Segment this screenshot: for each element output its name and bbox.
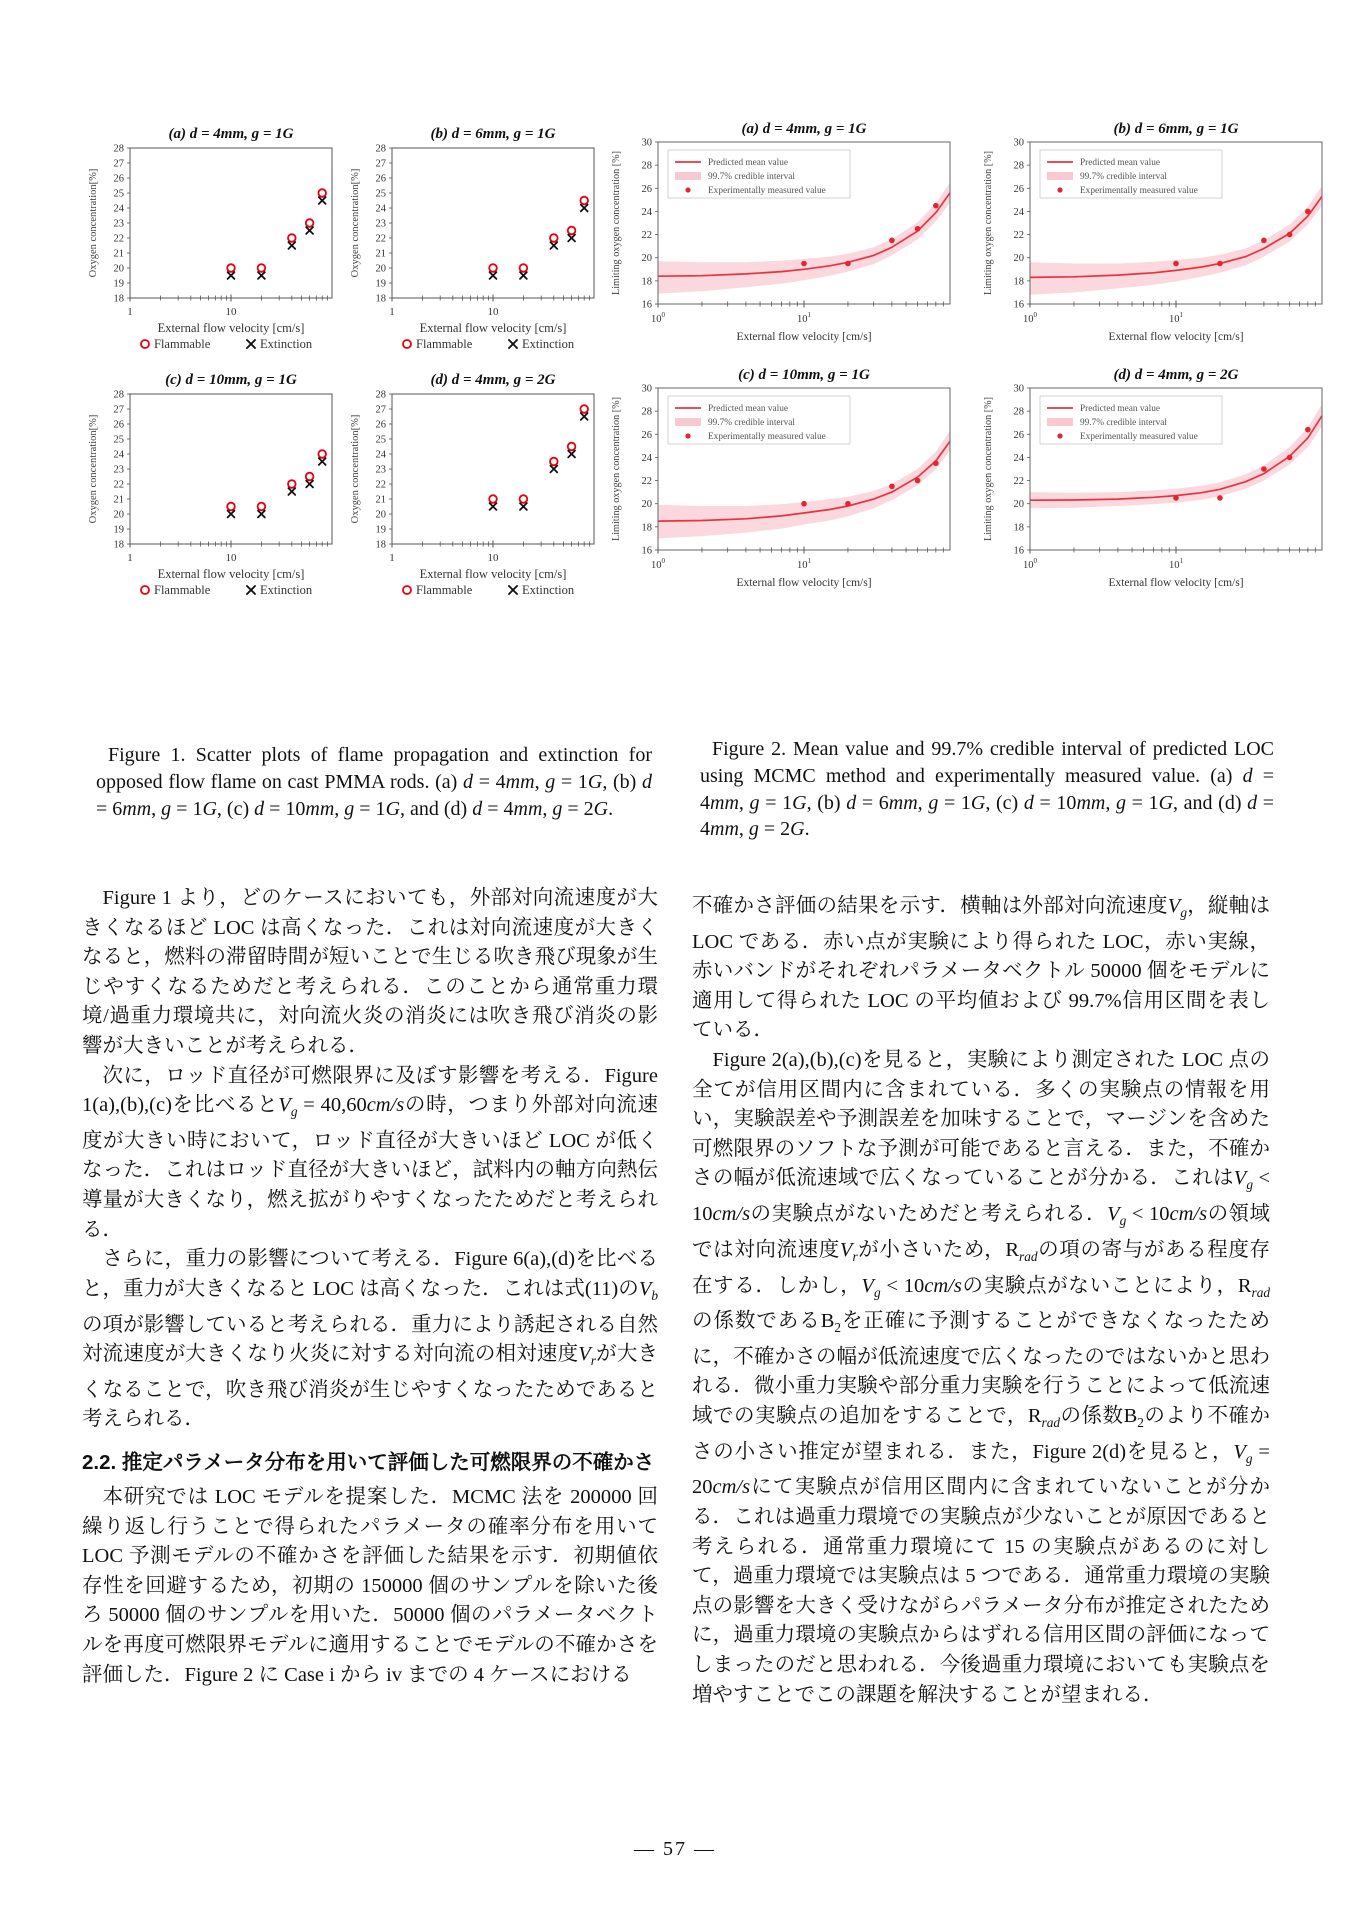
svg-text:Flammable: Flammable [154, 337, 211, 351]
svg-text:10: 10 [487, 552, 499, 564]
svg-text:27: 27 [113, 158, 124, 170]
svg-text:22: 22 [375, 233, 386, 245]
svg-text:(a) d = 4mm, g = 1G: (a) d = 4mm, g = 1G [168, 126, 294, 142]
svg-text:28: 28 [113, 143, 124, 155]
svg-text:10: 10 [487, 306, 499, 318]
svg-text:Predicted mean value: Predicted mean value [1080, 158, 1161, 168]
svg-text:101: $10^1$ [797, 311, 811, 325]
svg-text:22: 22 [1013, 230, 1024, 242]
svg-text:Predicted mean value: Predicted mean value [708, 404, 789, 414]
paragraph-4: 本研究では LOC モデルを提案した．MCMC 法を 200000 回繰り返し行うことで得られたパラメータの確率分布を用いて LOC 予測モデルの不確かさを評価した結果を示す．初期値依存性を回避するため，初期の 150000 個のサンプルを除いた後ろ 50000 個のサンプルを用いた．50000 個のパラメータベクトルを再度可燃限界モデルに適用することでモデルの不確かさを評価した．Figure 2 に Case i から iv までの 4 ケースにおける [82, 1485, 658, 1686]
figure1-subplot-c-chart [84, 370, 342, 606]
svg-text:100: $10^0$ [1023, 557, 1037, 571]
svg-text:24: 24 [113, 203, 124, 215]
figure2-subplot-d-chart [978, 366, 1344, 604]
svg-text:28: 28 [375, 389, 386, 401]
svg-text:(d) d = 4mm, g = 2G: (d) d = 4mm, g = 2G [430, 372, 556, 388]
svg-text:1: 1 [389, 306, 395, 318]
svg-text:External flow velocity [cm/s]: External flow velocity [cm/s] [157, 567, 305, 581]
svg-text:28: 28 [375, 143, 386, 155]
figure2-caption: Figure 2. Mean value and 99.7% credible interval of predicted LOC using MCMC method and experimentally measured value. (a) d = 4mm, g = 1G, (b) d = 6mm, g = 1G, (c) d = 10mm, g = 1G, and (d) d = 4mm, g = 2G. [700, 738, 1275, 841]
figure2-block [606, 120, 1344, 604]
svg-text:26: 26 [113, 419, 124, 431]
svg-text:22: 22 [641, 476, 652, 488]
svg-text:23: 23 [375, 464, 386, 476]
svg-text:18: 18 [113, 539, 124, 551]
figure1-subplot-d-chart [346, 370, 604, 606]
svg-text:26: 26 [641, 183, 652, 195]
svg-text:19: 19 [375, 524, 386, 536]
svg-text:100: $10^0$ [651, 557, 665, 571]
svg-text:21: 21 [113, 248, 124, 260]
svg-text:Experimentally measured value: Experimentally measured value [1080, 186, 1198, 196]
svg-text:30: 30 [1013, 137, 1024, 149]
svg-text:External flow velocity [cm/s]: External flow velocity [cm/s] [419, 321, 567, 335]
svg-text:28: 28 [1013, 406, 1024, 418]
svg-text:18: 18 [641, 522, 652, 534]
svg-text:(d) d = 4mm, g = 2G: (d) d = 4mm, g = 2G [1113, 367, 1239, 383]
svg-text:22: 22 [1013, 476, 1024, 488]
svg-text:25: 25 [113, 434, 124, 446]
svg-text:(a) d = 4mm, g = 1G: (a) d = 4mm, g = 1G [741, 121, 867, 137]
svg-text:24: 24 [375, 449, 386, 461]
body-left-column [82, 884, 658, 1690]
svg-text:28: 28 [641, 406, 652, 418]
svg-text:Experimentally measured value: Experimentally measured value [708, 186, 826, 196]
svg-text:Limiting oxygen concentration: Limiting oxygen concentration [%] [611, 397, 622, 541]
svg-text:External flow velocity [cm/s]: External flow velocity [cm/s] [736, 577, 872, 589]
svg-text:Extinction: Extinction [260, 583, 313, 597]
svg-text:(b) d = 6mm, g = 1G: (b) d = 6mm, g = 1G [1113, 121, 1239, 137]
svg-text:24: 24 [1013, 452, 1024, 464]
svg-text:Limiting oxygen concentration: Limiting oxygen concentration [%] [983, 397, 994, 541]
paragraph-6: Figure 2(a),(b),(c)を見ると，実験により測定された LOC 点の全てが信用区間内に含まれている．多くの実験点の情報を用い，実験誤差や予測誤差を加味することで，マージンを含めた可燃限界のソフトな予測が可能であると言える．また，不確かさの幅が低流速域で広くなっていることが分かる．これは$V_g < 10cm/s$の実験点がないためだと考えられる．$V_g < 10cm/s$の領域では対向流速度$V_r$が小さいため，$R_{rad}$の項の寄与がある程度存在する．しかし，$V_g < 10cm/s$の実験点がないことにより，$R_{rad}$の係数である$B_2$を正確に予測することができなくなったために，不確かさの幅が低流速度で広くなったのではないかと思われる．微小重力実験や部分重力実験を行うことによって低流速域での実験点の追加をすることで，$R_{rad}$の係数$B_2$のより不確かさの小さい推定が望まれる．また，Figure 2(d)を見ると，$V_g = 20cm/s$にて実験点が信用区間内に含まれていないことが分かる．これは過重力環境での実験点が少ないことが原因であると考えられる．通常重力環境にて 15 の実験点があるのに対して，過重力環境では実験点は 5 つである．通常重力環境の実験点の影響を大きく受けながらパラメータ分布が推定されたために，過重力環境の実験点からはずれる信用区間の評価になってしまったのだと思われる．今後過重力環境においても実験点を増やすことでこの課題を解決することが望まれる． [692, 1049, 1271, 1706]
svg-text:19: 19 [113, 278, 124, 290]
svg-text:20: 20 [1013, 253, 1024, 265]
figure1-block [84, 124, 604, 606]
svg-text:External flow velocity [cm/s]: External flow velocity [cm/s] [157, 321, 305, 335]
svg-text:Flammable: Flammable [416, 583, 473, 597]
paragraph-2: 次に，ロッド直径が可燃限界に及ぼす影響を考える．Figure 1(a),(b),(c)を比べると$V_g = 40,60cm/s$の時，つまり外部対向流速度が大きい時において，ロッド直径が大きいほど LOC が低くなった．これはロッド直径が大きいほど，試料内の軸方向熱伝導量が大きくなり，燃え拡がりやすくなったためだと考えられる． [82, 1064, 659, 1241]
paragraph-3: さらに，重力の影響について考える．Figure 6(a),(d)を比べると，重力が大きくなると LOC は高くなった．これは式(11)の$V_b$の項が影響していると考えられる．重力により誘起される自然対流速度が大きくなり火炎に対する対向流の相対速度$V_r$が大きくなることで，吹き飛び消炎が生じやすくなったためであると考えられる． [82, 1248, 658, 1431]
svg-text:27: 27 [113, 404, 124, 416]
svg-text:25: 25 [375, 434, 386, 446]
svg-text:18: 18 [375, 293, 386, 305]
paragraph-5: 不確かさ評価の結果を示す．横軸は外部対向流速度$V_g$，縦軸は LOC である．赤い点が実験により得られた LOC，赤い実線，赤いバンドがそれぞれパラメータベクトル 50000 個をモデルに適用して得られた LOC の平均値および 99.7%信用区間を表している． [692, 895, 1271, 1042]
svg-text:1: 1 [389, 552, 395, 564]
svg-text:99.7% credible interval: 99.7% credible interval [708, 418, 795, 428]
svg-text:16: 16 [641, 545, 652, 557]
svg-text:16: 16 [641, 299, 652, 311]
body-right-column [692, 892, 1270, 1710]
figure2-subplot-a-chart [606, 120, 972, 358]
svg-text:External flow velocity [cm/s]: External flow velocity [cm/s] [1108, 331, 1244, 343]
svg-text:22: 22 [113, 233, 124, 245]
svg-text:99.7% credible interval: 99.7% credible interval [1080, 418, 1167, 428]
svg-text:20: 20 [113, 509, 124, 521]
svg-text:30: 30 [1013, 383, 1024, 395]
svg-text:26: 26 [1013, 183, 1024, 195]
svg-text:24: 24 [641, 452, 652, 464]
svg-text:Flammable: Flammable [416, 337, 473, 351]
figure2-subplot-c-chart [606, 366, 972, 604]
svg-text:100: $10^0$ [1023, 311, 1037, 325]
svg-text:22: 22 [375, 479, 386, 491]
svg-text:22: 22 [641, 230, 652, 242]
svg-text:21: 21 [113, 494, 124, 506]
svg-text:1: 1 [127, 552, 133, 564]
svg-text:101: $10^1$ [1169, 311, 1183, 325]
svg-text:101: $10^1$ [1169, 557, 1183, 571]
svg-text:10: 10 [225, 552, 237, 564]
svg-text:Oxygen concentration[%]: Oxygen concentration[%] [88, 168, 99, 278]
svg-text:101: $10^1$ [797, 557, 811, 571]
svg-text:27: 27 [375, 158, 386, 170]
svg-text:22: 22 [113, 479, 124, 491]
svg-text:20: 20 [641, 499, 652, 511]
figure1-caption: Figure 1. Scatter plots of flame propagation and extinction for opposed flow flame on cast PMMA rods. (a) d = 4mm, g = 1G, (b) d = 6mm, g = 1G, (c) d = 10mm, g = 1G, and (d) d = 4mm, g = 2G. [96, 744, 653, 820]
svg-text:28: 28 [113, 389, 124, 401]
svg-text:18: 18 [1013, 276, 1024, 288]
svg-text:16: 16 [1013, 545, 1024, 557]
svg-text:Experimentally measured value: Experimentally measured value [708, 432, 826, 442]
svg-text:23: 23 [113, 218, 124, 230]
svg-text:19: 19 [375, 278, 386, 290]
svg-text:20: 20 [375, 263, 386, 275]
svg-text:28: 28 [641, 160, 652, 172]
section-heading-2-2: 2.2. 推定パラメータ分布を用いて評価した可燃限界の不確かさ [82, 1450, 655, 1474]
svg-text:External flow velocity [cm/s]: External flow velocity [cm/s] [1108, 577, 1244, 589]
figure1-subplot-b-chart [346, 124, 604, 360]
svg-text:Oxygen concentration[%]: Oxygen concentration[%] [88, 414, 99, 524]
svg-text:24: 24 [641, 206, 652, 218]
svg-text:Extinction: Extinction [522, 583, 575, 597]
svg-text:1: 1 [127, 306, 133, 318]
svg-text:Oxygen concentration[%]: Oxygen concentration[%] [350, 414, 361, 524]
svg-text:19: 19 [113, 524, 124, 536]
svg-text:Limiting oxygen concentration: Limiting oxygen concentration [%] [983, 151, 994, 295]
svg-text:20: 20 [1013, 499, 1024, 511]
svg-text:Flammable: Flammable [154, 583, 211, 597]
svg-text:External flow velocity [cm/s]: External flow velocity [cm/s] [419, 567, 567, 581]
page-number: — 57 — [634, 1838, 716, 1860]
svg-text:27: 27 [375, 404, 386, 416]
svg-text:(b) d = 6mm, g = 1G: (b) d = 6mm, g = 1G [430, 126, 556, 142]
svg-text:99.7% credible interval: 99.7% credible interval [708, 172, 795, 182]
svg-text:24: 24 [113, 449, 124, 461]
svg-text:18: 18 [641, 276, 652, 288]
svg-text:99.7% credible interval: 99.7% credible interval [1080, 172, 1167, 182]
svg-text:Extinction: Extinction [260, 337, 313, 351]
svg-text:Predicted mean value: Predicted mean value [708, 158, 789, 168]
svg-text:26: 26 [641, 429, 652, 441]
svg-text:18: 18 [1013, 522, 1024, 534]
svg-text:Limiting oxygen concentration: Limiting oxygen concentration [%] [611, 151, 622, 295]
svg-text:26: 26 [113, 173, 124, 185]
svg-text:External flow velocity [cm/s]: External flow velocity [cm/s] [736, 331, 872, 343]
svg-text:28: 28 [1013, 160, 1024, 172]
svg-text:Predicted mean value: Predicted mean value [1080, 404, 1161, 414]
svg-text:21: 21 [375, 494, 386, 506]
svg-text:26: 26 [375, 419, 386, 431]
svg-text:26: 26 [375, 173, 386, 185]
svg-text:25: 25 [113, 188, 124, 200]
svg-text:Experimentally measured value: Experimentally measured value [1080, 432, 1198, 442]
svg-text:Oxygen concentration[%]: Oxygen concentration[%] [350, 168, 361, 278]
svg-text:25: 25 [375, 188, 386, 200]
svg-text:21: 21 [375, 248, 386, 260]
svg-text:18: 18 [113, 293, 124, 305]
figure1-subplot-a-chart [84, 124, 342, 360]
svg-text:(c) d = 10mm, g = 1G: (c) d = 10mm, g = 1G [738, 367, 870, 383]
svg-text:(c) d = 10mm, g = 1G: (c) d = 10mm, g = 1G [165, 372, 297, 388]
svg-text:20: 20 [113, 263, 124, 275]
svg-text:23: 23 [113, 464, 124, 476]
svg-text:24: 24 [375, 203, 386, 215]
paragraph-1: Figure 1 より，どのケースにおいても，外部対向流速度が大きくなるほど LOC は高くなった．これは対向流速度が大きくなると，燃料の滞留時間が短いことで生じる吹き飛び現象が生じやすくなるためだと考えられる．このことから通常重力環境/過重力環境共に，対向流火炎の消炎には吹き飛び消炎の影響が大きいことが考えられる． [82, 887, 658, 1057]
svg-text:20: 20 [375, 509, 386, 521]
svg-text:10: 10 [225, 306, 237, 318]
figure2-subplot-b-chart [978, 120, 1344, 358]
svg-text:100: $10^0$ [651, 311, 665, 325]
svg-text:26: 26 [1013, 429, 1024, 441]
svg-text:16: 16 [1013, 299, 1024, 311]
svg-text:23: 23 [375, 218, 386, 230]
svg-text:20: 20 [641, 253, 652, 265]
svg-text:30: 30 [641, 137, 652, 149]
svg-text:24: 24 [1013, 206, 1024, 218]
svg-text:Extinction: Extinction [522, 337, 575, 351]
svg-text:18: 18 [375, 539, 386, 551]
svg-text:30: 30 [641, 383, 652, 395]
